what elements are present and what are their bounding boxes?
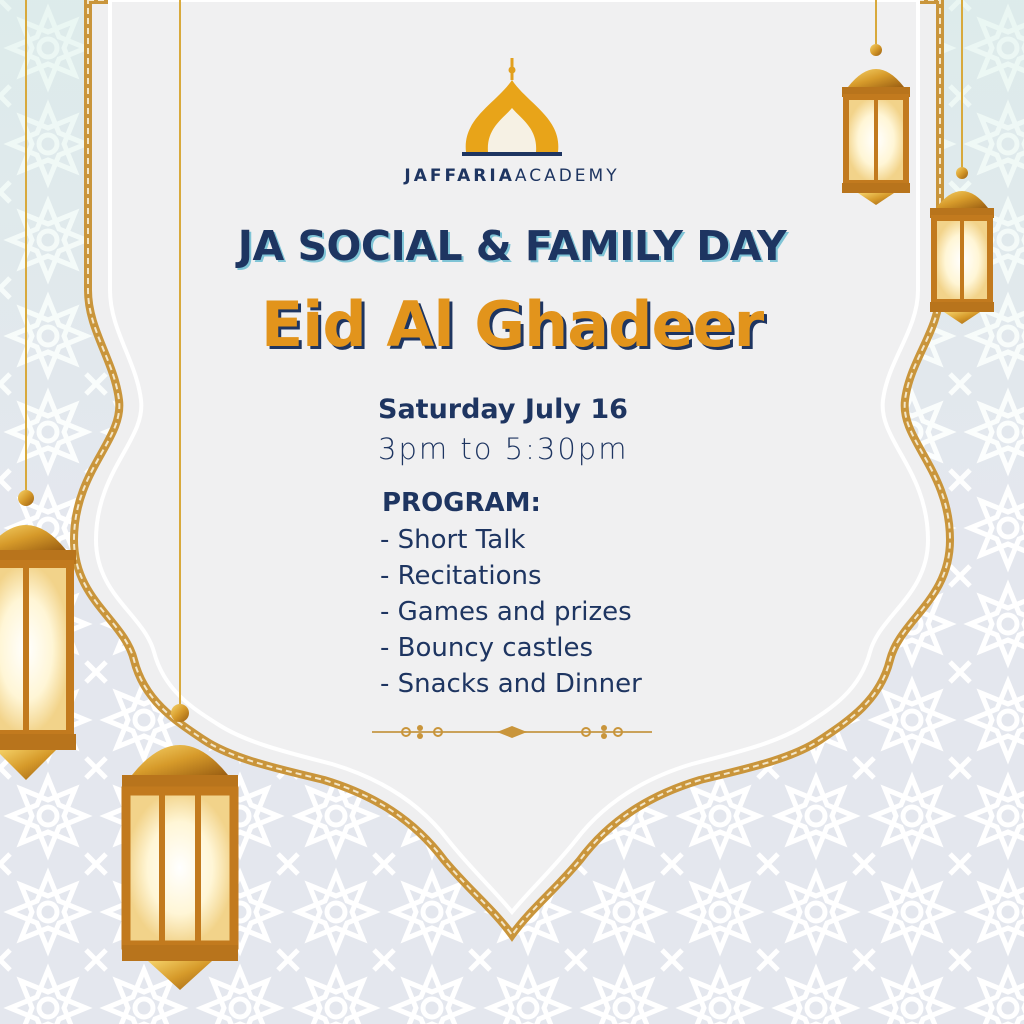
- program-item: - Bouncy castles: [380, 633, 594, 663]
- program-heading: PROGRAM:: [382, 488, 541, 518]
- program-item: - Snacks and Dinner: [380, 669, 642, 699]
- brand-name-light: ACADEMY: [514, 166, 620, 186]
- program-item: - Short Talk: [380, 525, 526, 555]
- event-headline: JA SOCIAL & FAMILY DAY: [237, 222, 787, 270]
- program-item: - Recitations: [380, 561, 542, 591]
- event-time: 3pm to 5:30pm: [378, 432, 629, 466]
- brand-name-bold: JAFFARIA: [404, 166, 515, 186]
- event-title: Eid Al Ghadeer: [260, 288, 764, 361]
- event-date: Saturday July 16: [378, 394, 628, 425]
- program-item: - Games and prizes: [380, 597, 632, 627]
